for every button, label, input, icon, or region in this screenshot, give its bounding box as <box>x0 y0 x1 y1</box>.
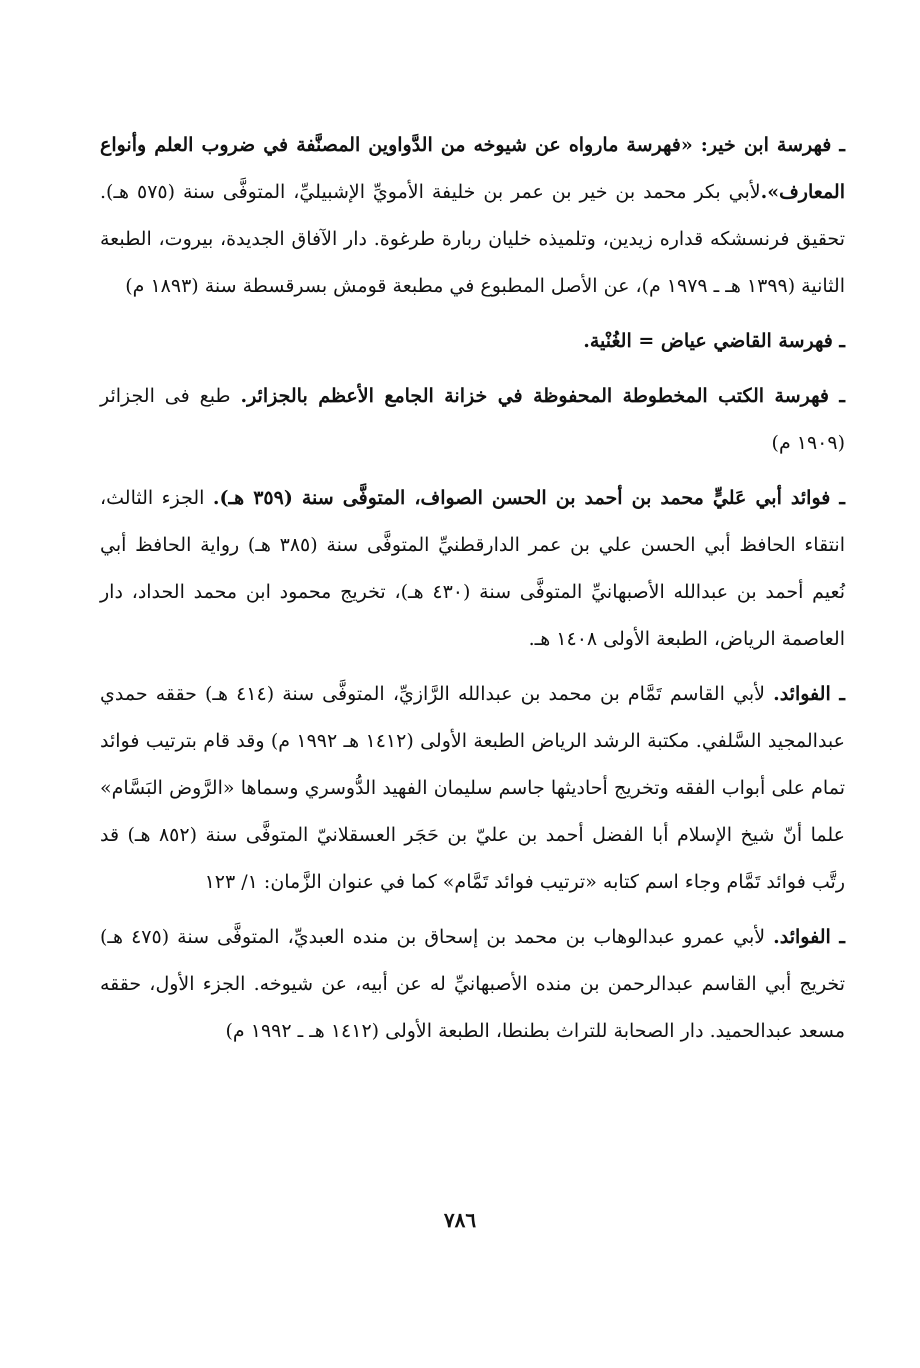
entry-title: ـ فوائد أبي عَليٍّ محمد بن أحمد بن الحسن الصواف، المتوفَّى سنة (٣٥٩ هـ). <box>212 487 845 509</box>
bibliography-entry-5 <box>100 671 845 906</box>
bibliography-entry-3 <box>100 373 845 467</box>
entry-title: ـ فهرسة القاضي عياض = الغُنْية. <box>583 330 845 352</box>
page-text-block <box>100 122 845 1063</box>
entry-body: لأبي عمرو عبدالوهاب بن محمد بن إسحاق بن منده العبديِّ، المتوفَّى سنة (٤٧٥ هـ) تخريج أبي القاسم عبدالرحمن بن منده الأصبهانيِّ له عن أبيه، عن شيوخه. الجزء الأول، حققه مسعد عبدالحميد. دار الصحابة للتراث بطنطا، الطبعة الأولى (١٤١٢ هـ ـ ١٩٩٢ م) <box>100 926 845 1042</box>
bibliography-entry-2 <box>100 318 845 365</box>
entry-title: ـ الفوائد. <box>773 683 845 705</box>
entry-body: لأبي القاسم تَمَّام بن محمد بن عبدالله الرَّازيِّ، المتوفَّى سنة (٤١٤ هـ) حققه حمدي عبدالمجيد السَّلفي. مكتبة الرشد الرياض الطبعة الأولى (١٤١٢ هـ ١٩٩٢ م) وقد قام بترتيب فوائد تمام على أبواب الفقه وتخريج أحاديثها جاسم سليمان الفهيد الدُّوسري وسماها «الرَّوض البَسَّام» علما أنّ شيخ الإسلام أبا الفضل أحمد بن عليّ بن حَجَر العسقلانيّ المتوفَّى سنة (٨٥٢ هـ) قد رتَّب فوائد تَمَّام وجاء اسم كتابه «ترتيب فوائد تَمَّام» كما في عنوان الزَّمان: ١/ ١٢٣ <box>100 683 845 893</box>
bibliography-entry-1 <box>100 122 845 310</box>
page-number: ٧٨٦ <box>443 1208 477 1232</box>
entry-body: الجزء الثالث، انتقاء الحافظ أبي الحسن علي بن عمر الدارقطنيِّ المتوفَّى سنة (٣٨٥ هـ) رواية الحافظ أبي نُعيم أحمد بن عبدالله الأصبهانيِّ المتوفَّى سنة (٤٣٠ هـ)، تخريج محمود ابن محمد الحداد، دار العاصمة الرياض، الطبعة الأولى ١٤٠٨ هـ. <box>100 487 845 650</box>
entry-title: ـ فهرسة الكتب المخطوطة المحفوظة في خزانة الجامع الأعظم بالجزائر. <box>240 385 845 407</box>
bibliography-entry-6 <box>100 914 845 1055</box>
bibliography-entry-4 <box>100 475 845 663</box>
entry-body: لأبي بكر محمد بن خير بن عمر بن خليفة الأمويِّ الإشبيليِّ، المتوفَّى سنة (٥٧٥ هـ). تحقيق فرنسشكه قداره زيدين، وتلميذه خليان ربارة طرغوة. دار الآفاق الجديدة، بيروت، الطبعة الثانية (١٣٩٩ هـ ـ ١٩٧٩ م)، عن الأصل المطبوع في مطبعة قومش بسرقسطة سنة (١٨٩٣ م) <box>100 181 845 297</box>
entry-title: ـ فهرسة ابن خير: «فهرسة مارواه عن شيوخه من الدَّواوين المصنَّفة في ضروب العلم وأنواع المعارف». <box>100 134 845 203</box>
entry-title: ـ الفوائد. <box>773 926 846 948</box>
entry-body: طبع فى الجزائر (١٩٠٩ م) <box>100 385 845 454</box>
